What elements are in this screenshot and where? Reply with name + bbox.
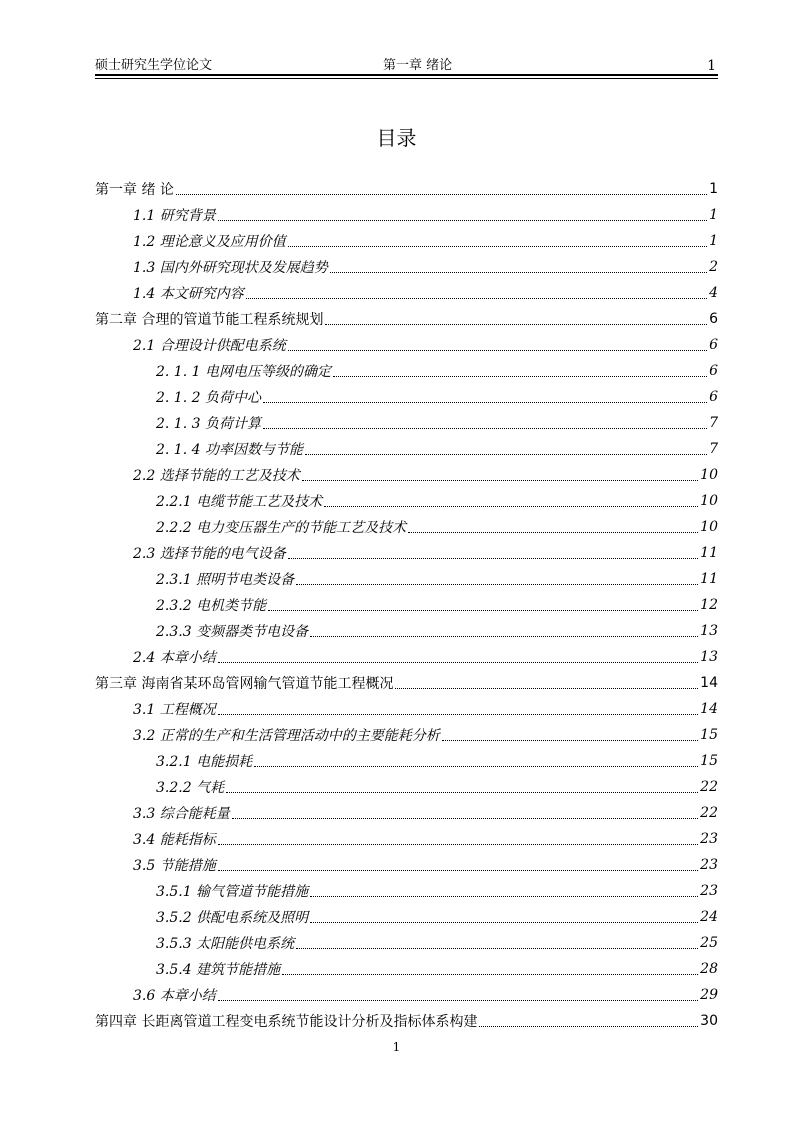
toc-entry[interactable] — [95, 826, 718, 852]
toc-entry-label: 3.5.1 输气管道节能措施 — [156, 884, 309, 900]
toc-leader-dots — [310, 882, 698, 897]
toc-entry[interactable] — [95, 982, 718, 1008]
toc-entry-label: 3.5.3 太阳能供电系统 — [156, 936, 295, 952]
page-header — [95, 52, 718, 80]
toc-entry-page: 28 — [700, 961, 718, 977]
toc-entry-page: 6 — [709, 311, 718, 327]
toc-entry-page: 10 — [700, 467, 718, 483]
toc-entry-page: 15 — [700, 753, 718, 769]
toc-entry-label: 2.3 选择节能的电气设备 — [133, 546, 286, 562]
toc-entry-label: 2.4 本章小结 — [133, 650, 216, 666]
toc-title: 目录 — [376, 126, 417, 150]
toc-entry-label: 第二章 合理的管道节能工程系统规划 — [95, 312, 324, 328]
toc-entry-label: 2.3.3 变频器类节电设备 — [156, 624, 309, 640]
toc-entry[interactable] — [95, 696, 718, 722]
toc-entry-page: 14 — [700, 701, 718, 717]
toc-entry[interactable] — [95, 202, 718, 228]
toc-leader-dots — [254, 752, 698, 767]
header-rule-thick — [95, 74, 718, 76]
toc-leader-dots — [442, 726, 698, 741]
toc-entry-page: 30 — [700, 1013, 718, 1029]
toc-entry[interactable] — [95, 254, 718, 280]
toc-leader-dots — [218, 856, 698, 871]
toc-entry[interactable] — [95, 384, 718, 410]
toc-entry-page: 11 — [700, 545, 718, 561]
toc-entry-page: 1 — [709, 207, 718, 223]
toc-leader-dots — [282, 960, 698, 975]
toc-entry-label: 3.5.2 供配电系统及照明 — [156, 910, 309, 926]
toc-entry-label: 2. 1. 2 负荷中心 — [156, 390, 261, 406]
toc-leader-dots — [218, 830, 698, 845]
toc-leader-dots — [333, 362, 707, 377]
toc-leader-dots — [218, 206, 707, 221]
toc-entry-page: 1 — [709, 181, 718, 197]
toc-entry-page: 25 — [700, 935, 718, 951]
toc-entry-page: 4 — [709, 285, 718, 301]
table-of-contents — [95, 176, 718, 1034]
toc-entry-label: 3.1 工程概况 — [133, 702, 216, 718]
toc-entry-page: 23 — [700, 883, 718, 899]
toc-leader-dots — [288, 544, 698, 559]
toc-leader-dots — [263, 414, 707, 429]
toc-entry[interactable] — [95, 436, 718, 462]
toc-entry-page: 11 — [700, 571, 718, 587]
toc-leader-dots — [395, 674, 698, 689]
toc-entry-page: 13 — [700, 623, 718, 639]
toc-entry[interactable] — [95, 540, 718, 566]
toc-leader-dots — [218, 986, 698, 1001]
toc-entry-page: 6 — [709, 337, 718, 353]
toc-entry-page: 23 — [700, 831, 718, 847]
toc-leader-dots — [288, 232, 707, 247]
toc-leader-dots — [218, 648, 698, 663]
toc-leader-dots — [324, 492, 698, 507]
toc-entry[interactable] — [95, 956, 718, 982]
header-chapter-title: 第一章 绪论 — [383, 58, 453, 73]
toc-entry[interactable] — [95, 618, 718, 644]
toc-leader-dots — [330, 258, 707, 273]
toc-entry-page: 14 — [700, 675, 718, 691]
toc-entry-label: 1.2 理论意义及应用价值 — [133, 234, 286, 250]
toc-entry[interactable] — [95, 774, 718, 800]
toc-entry-page: 22 — [700, 779, 718, 795]
toc-entry-page: 6 — [709, 363, 718, 379]
toc-entry[interactable] — [95, 332, 718, 358]
toc-entry-label: 3.4 能耗指标 — [133, 832, 216, 848]
toc-entry[interactable] — [95, 644, 718, 670]
toc-entry[interactable] — [95, 800, 718, 826]
toc-entry-label: 2. 1. 4 功率因数与节能 — [156, 442, 303, 458]
toc-entry[interactable] — [95, 722, 718, 748]
toc-leader-dots — [176, 180, 707, 195]
toc-entry-label: 3.6 本章小结 — [133, 988, 216, 1004]
toc-entry[interactable] — [95, 176, 718, 202]
toc-entry-label: 第四章 长距离管道工程变电系统节能设计分析及指标体系构建 — [95, 1014, 478, 1030]
toc-entry-page: 13 — [700, 649, 718, 665]
toc-entry-page: 23 — [700, 857, 718, 873]
toc-entry-label: 1.4 本文研究内容 — [133, 286, 244, 302]
toc-entry-page: 22 — [700, 805, 718, 821]
toc-leader-dots — [232, 804, 698, 819]
toc-entry[interactable] — [95, 410, 718, 436]
toc-leader-dots — [302, 466, 698, 481]
toc-entry[interactable] — [95, 358, 718, 384]
toc-entry-label: 第一章 绪 论 — [95, 182, 174, 198]
toc-entry[interactable] — [95, 930, 718, 956]
toc-entry-label: 1.3 国内外研究现状及发展趋势 — [133, 260, 328, 276]
toc-entry[interactable] — [95, 488, 718, 514]
toc-entry[interactable] — [95, 514, 718, 540]
toc-entry[interactable] — [95, 1008, 718, 1034]
toc-entry[interactable] — [95, 878, 718, 904]
toc-entry-label: 2.1 合理设计供配电系统 — [133, 338, 286, 354]
header-thesis-title: 硕士研究生学位论文 — [95, 58, 213, 73]
toc-entry-page: 10 — [700, 493, 718, 509]
toc-leader-dots — [310, 622, 698, 637]
toc-entry-label: 3.2.2 气耗 — [156, 780, 225, 796]
toc-leader-dots — [310, 908, 698, 923]
toc-entry-label: 2.2.2 电力变压器生产的节能工艺及技术 — [156, 520, 407, 536]
toc-entry-label: 1.1 研究背景 — [133, 208, 216, 224]
toc-entry[interactable] — [95, 592, 718, 618]
toc-leader-dots — [479, 1012, 698, 1027]
toc-entry-page: 1 — [709, 233, 718, 249]
toc-entry-page: 7 — [709, 415, 718, 431]
toc-entry-label: 3.5 节能措施 — [133, 858, 216, 874]
toc-entry[interactable] — [95, 904, 718, 930]
header-page-number: 1 — [707, 58, 716, 74]
toc-entry-page: 29 — [700, 987, 718, 1003]
toc-leader-dots — [263, 388, 707, 403]
toc-entry-label: 第三章 海南省某环岛管网输气管道节能工程概况 — [95, 676, 394, 692]
toc-entry-page: 10 — [700, 519, 718, 535]
toc-entry[interactable] — [95, 462, 718, 488]
toc-leader-dots — [288, 336, 707, 351]
toc-entry[interactable] — [95, 670, 718, 696]
toc-entry-label: 2. 1. 3 负荷计算 — [156, 416, 261, 432]
toc-entry-page: 24 — [700, 909, 718, 925]
toc-entry[interactable] — [95, 566, 718, 592]
toc-entry[interactable] — [95, 306, 718, 332]
toc-entry-label: 2. 1. 1 电网电压等级的确定 — [156, 364, 331, 380]
toc-entry[interactable] — [95, 852, 718, 878]
toc-entry[interactable] — [95, 228, 718, 254]
toc-entry-label: 3.2 正常的生产和生活管理活动中的主要能耗分析 — [133, 728, 440, 744]
toc-leader-dots — [246, 284, 707, 299]
toc-leader-dots — [305, 440, 707, 455]
toc-entry[interactable] — [95, 280, 718, 306]
toc-leader-dots — [218, 700, 698, 715]
toc-entry-label: 3.5.4 建筑节能措施 — [156, 962, 281, 978]
toc-entry-label: 2.3.1 照明节电类设备 — [156, 572, 295, 588]
toc-leader-dots — [226, 778, 698, 793]
toc-leader-dots — [268, 596, 698, 611]
toc-entry-page: 12 — [700, 597, 718, 613]
toc-entry-label: 3.3 综合能耗量 — [133, 806, 230, 822]
toc-leader-dots — [296, 570, 698, 585]
toc-entry-page: 2 — [709, 259, 718, 275]
toc-entry-page: 15 — [700, 727, 718, 743]
toc-entry-page: 7 — [709, 441, 718, 457]
toc-entry[interactable] — [95, 748, 718, 774]
header-rule-thin — [95, 78, 718, 79]
toc-entry-label: 2.3.2 电机类节能 — [156, 598, 267, 614]
toc-leader-dots — [325, 310, 707, 325]
toc-entry-label: 2.2.1 电缆节能工艺及技术 — [156, 494, 323, 510]
toc-leader-dots — [296, 934, 698, 949]
toc-entry-page: 6 — [709, 389, 718, 405]
page-footer-number: 1 — [392, 1040, 401, 1054]
toc-leader-dots — [408, 518, 698, 533]
toc-entry-label: 2.2 选择节能的工艺及技术 — [133, 468, 300, 484]
toc-entry-label: 3.2.1 电能损耗 — [156, 754, 253, 770]
